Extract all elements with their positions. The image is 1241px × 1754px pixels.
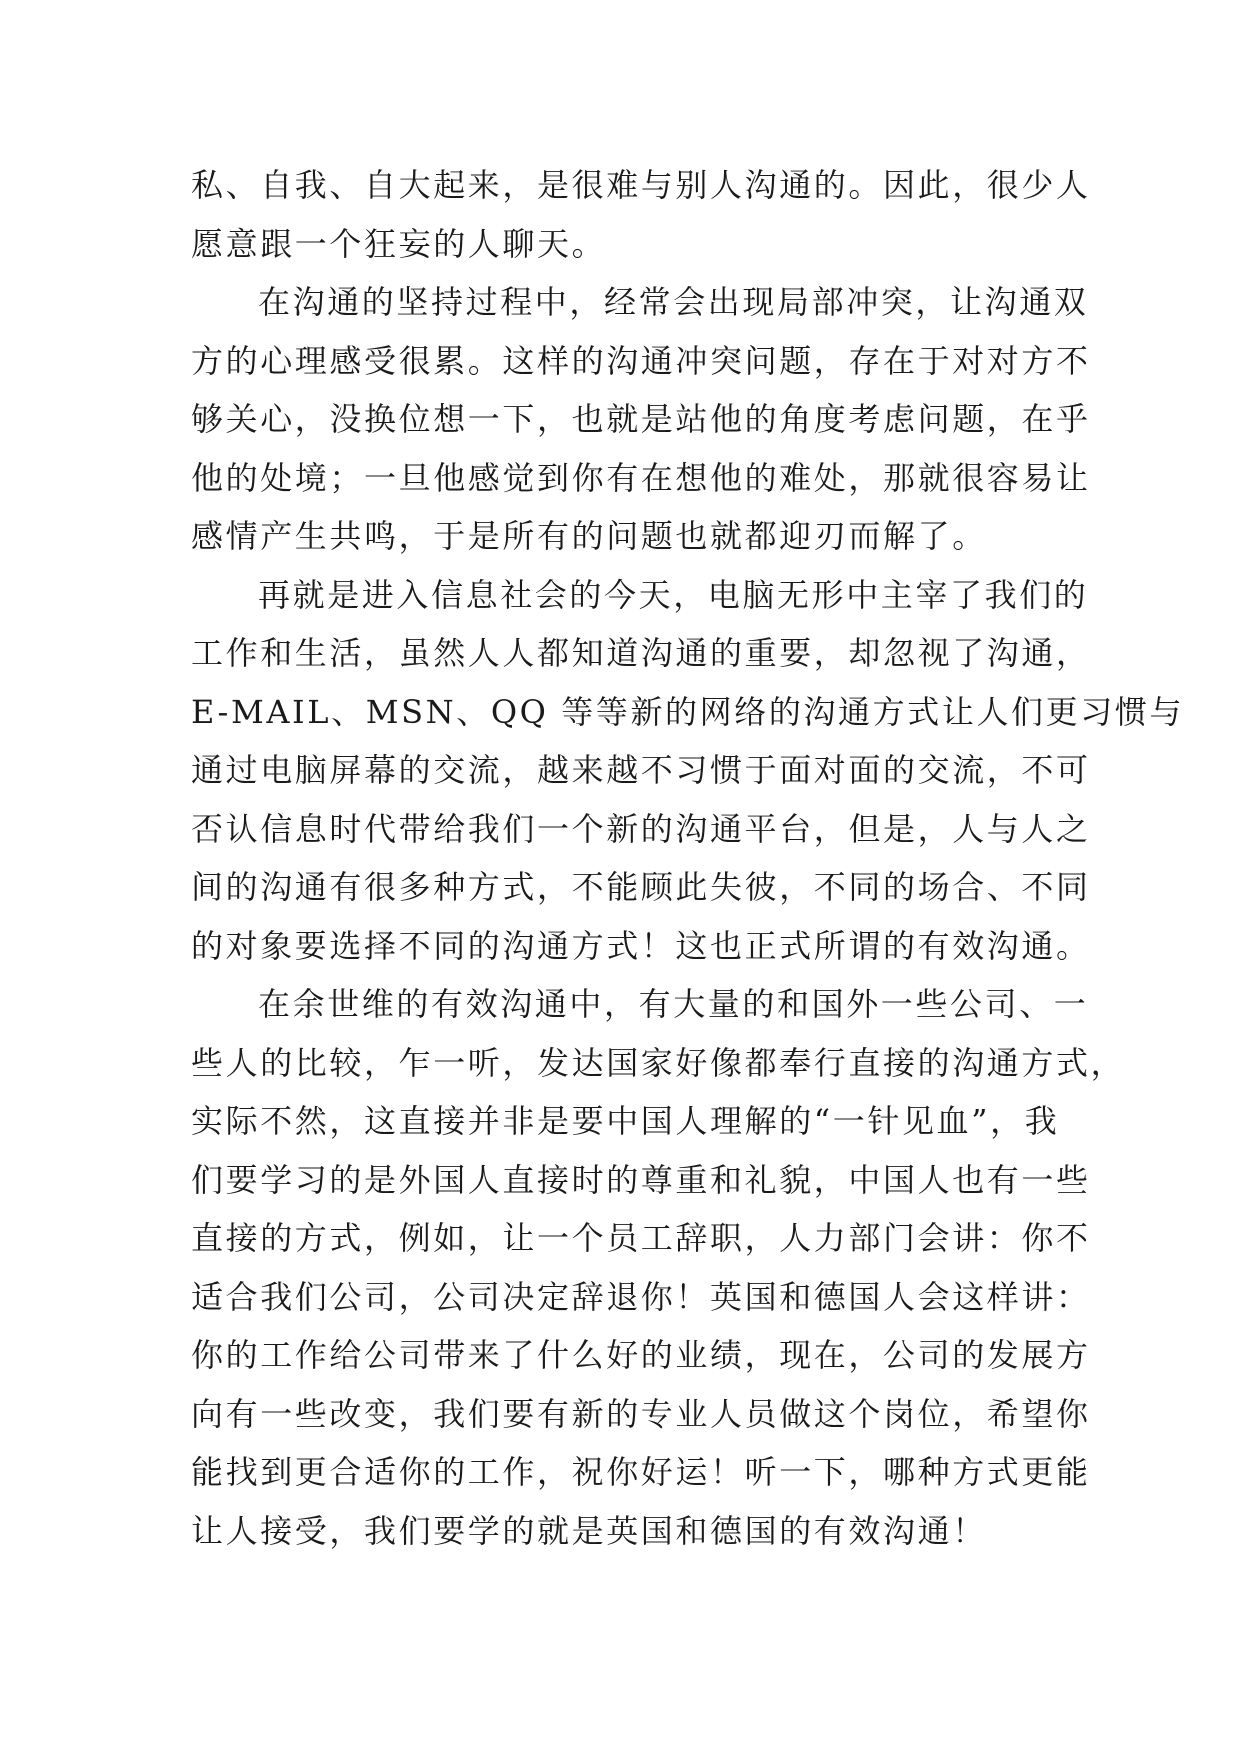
text-line: 让人接受，我们要学的就是英国和德国的有效沟通！: [191, 1511, 987, 1550]
text-line: 在余世维的有效沟通中，有大量的和国外一些公司、一: [258, 985, 1089, 1023]
text-line: 间的沟通有很多种方式，不能顾此失彼，不同的场合、不同: [191, 868, 1091, 906]
text-line: 的对象要选择不同的沟通方式！这也正式所谓的有效沟通。: [191, 926, 1091, 965]
paragraph-1: [191, 156, 1091, 273]
text-line: 否认信息时代带给我们一个新的沟通平台，但是，人与人之: [191, 809, 1091, 848]
paragraph-3: [191, 566, 1185, 976]
text-line: 些人的比较，乍一听，发达国家好像都奉行直接的沟通方式，: [191, 1043, 1126, 1082]
text-line: 通过电脑屏幕的交流，越来越不习惯于面对面的交流，不可: [191, 751, 1091, 789]
text-line: 们要学习的是外国人直接时的尊重和礼貌，中国人也有一些: [191, 1160, 1091, 1199]
text-line: 再就是进入信息社会的今天，电脑无形中主宰了我们的: [258, 575, 1089, 614]
text-line: 愿意跟一个狂妄的人聊天。: [191, 224, 607, 263]
text-line: 他的处境；一旦他感觉到你有在想他的难处，那就很容易让: [191, 458, 1091, 497]
text-line: 实际不然，这直接并非是要中国人理解的“一针见血”，我: [191, 1102, 1060, 1140]
paragraph-2: [191, 273, 1091, 566]
text-line: 方的心理感受很累。这样的沟通冲突问题，存在于对对方不: [191, 341, 1091, 380]
text-line: 适合我们公司，公司决定辞退你！英国和德国人会这样讲：: [191, 1277, 1091, 1316]
text-line: 能找到更合适你的工作，祝你好运！听一下，哪种方式更能: [191, 1453, 1091, 1491]
text-line: E-MAIL、MSN、QQ 等等新的网络的沟通方式让人们更习惯与: [191, 692, 1185, 731]
document-body: [191, 156, 1185, 1560]
text-line: 够关心，没换位想一下，也就是站他的角度考虑问题，在乎: [191, 400, 1091, 438]
text-line: 感情产生共鸣，于是所有的问题也就都迎刃而解了。: [191, 517, 987, 555]
text-line: 私、自我、自大起来，是很难与别人沟通的。因此，很少人: [191, 166, 1091, 204]
text-line: 向有一些改变，我们要有新的专业人员做这个岗位，希望你: [191, 1394, 1091, 1433]
text-line: 工作和生活，虽然人人都知道沟通的重要，却忽视了沟通，: [191, 634, 1091, 672]
paragraph-4: [191, 975, 1126, 1560]
text-line: 直接的方式，例如，让一个员工辞职，人力部门会讲：你不: [191, 1219, 1091, 1257]
text-line: 在沟通的坚持过程中，经常会出现局部冲突，让沟通双: [258, 283, 1089, 321]
text-line: 你的工作给公司带来了什么好的业绩，现在，公司的发展方: [191, 1336, 1091, 1374]
